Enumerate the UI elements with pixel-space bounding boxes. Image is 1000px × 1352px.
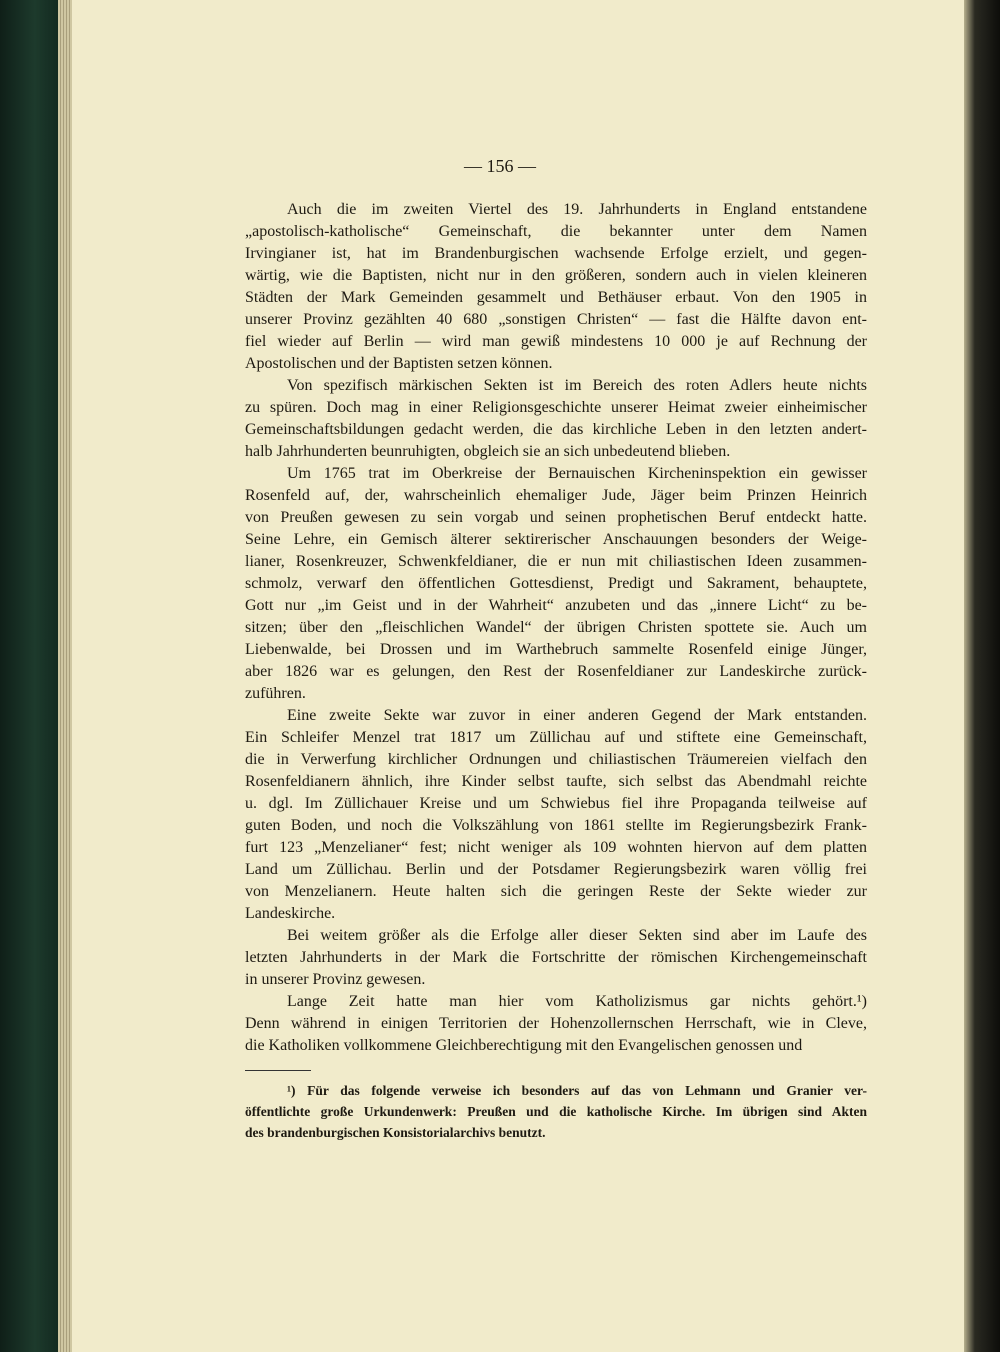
text-line: Von spezifisch märkischen Sekten ist im Bereich des roten Adlers heute nichts: [287, 377, 867, 394]
text-line: Liebenwalde, bei Drossen und im Warthebruch sammelte Rosenfeld einige Jünger,: [245, 641, 867, 658]
paragraph: [245, 199, 867, 375]
text-line: die Katholiken vollkommene Gleichberechtigung mit den Evangelischen genossen und: [245, 1037, 803, 1054]
text-line: Gemeinschaftsbildungen gedacht werden, die das kirchliche Leben in den letzten andert-: [245, 421, 867, 438]
paragraph: [245, 463, 867, 705]
text-line: Rosenfeld auf, der, wahrscheinlich ehemaliger Jude, Jäger beim Prinzen Heinrich: [245, 487, 867, 504]
footnote-rule: [245, 1070, 311, 1071]
text-line: Apostolischen und der Baptisten setzen können.: [245, 355, 553, 372]
text-line: aber 1826 war es gelungen, den Rest der Rosenfeldianer zur Landeskirche zurück-: [245, 663, 867, 680]
text-line: Landeskirche.: [245, 905, 336, 922]
text-line: wärtig, wie die Baptisten, nicht nur in den größeren, sondern auch in vielen kleineren: [245, 267, 867, 284]
text-line: Rosenfeldianern ähnlich, ihre Kinder selbst taufte, sich selbst das Abendmahl reichte: [245, 773, 867, 790]
text-line: zuführen.: [245, 685, 306, 702]
text-line: Ein Schleifer Menzel trat 1817 um Züllichau auf und stiftete eine Gemeinschaft,: [245, 729, 867, 746]
text-line: Auch die im zweiten Viertel des 19. Jahrhunderts in England entstandene: [287, 201, 867, 218]
text-line: lianer, Rosenkreuzer, Schwenkfeldianer, die er nun mit chiliastischen Ideen zusammen-: [245, 553, 867, 570]
body-text: [245, 199, 867, 1057]
text-line: halb Jahrhunderten beunruhigten, obgleich sie an sich unbedeutend blieben.: [245, 443, 731, 460]
paragraph: [245, 705, 867, 925]
text-line: schmolz, verwarf den öffentlichen Gottesdienst, Predigt und Sakrament, behauptete,: [245, 575, 867, 592]
page-number: — 156 —: [464, 156, 536, 176]
text-line: Gott nur „im Geist und in der Wahrheit“ anzubeten und das „innere Licht“ zu be-: [245, 597, 867, 614]
paragraph: [245, 375, 867, 463]
footnote-line: öffentlichte große Urkundenwerk: Preußen und die katholische Kirche. Im übrigen sind Akten: [245, 1104, 867, 1119]
text-line: fiel wieder auf Berlin — wird man gewiß mindestens 10 000 je auf Rechnung der: [245, 333, 867, 350]
text-line: Lange Zeit hatte man hier vom Katholizismus gar nichts gehört.¹): [287, 993, 867, 1010]
text-line: Eine zweite Sekte war zuvor in einer anderen Gegend der Mark entstanden.: [287, 707, 867, 724]
text-line: sitzen; über den „fleischlichen Wandel“ der übrigen Christen spottete sie. Auch um: [245, 619, 867, 636]
text-line: unserer Provinz gezählten 40 680 „sonstigen Christen“ — fast die Hälfte davon ent-: [245, 311, 867, 328]
text-line: u. dgl. Im Züllichauer Kreise und um Schwiebus fiel ihre Propaganda teilweise auf: [245, 795, 867, 812]
text-line: Land um Züllichau. Berlin und der Potsdamer Regierungsbezirk waren völlig frei: [245, 861, 867, 878]
right-page-edge: [964, 0, 1000, 1352]
page-edges: [58, 0, 72, 1352]
footnote-line: des brandenburgischen Konsistorialarchivs benutzt.: [245, 1125, 546, 1140]
text-line: furt 123 „Menzelianer“ fest; nicht weniger als 109 wohnten hiervon auf dem platten: [245, 839, 867, 856]
paragraph: [245, 925, 867, 991]
text-line: in unserer Provinz gewesen.: [245, 971, 426, 988]
text-line: Um 1765 trat im Oberkreise der Bernauischen Kircheninspektion ein gewisser: [287, 465, 867, 482]
text-line: von Preußen gewesen zu sein vorgab und seinen prophetischen Beruf entdeckt hatte.: [245, 509, 867, 526]
text-line: zu spüren. Doch mag in einer Religionsgeschichte unserer Heimat zweier einheimischer: [245, 399, 867, 416]
book-binding: [0, 0, 58, 1352]
text-line: „apostolisch-katholische“ Gemeinschaft, die bekannter unter dem Namen: [245, 223, 867, 240]
text-line: Denn während in einigen Territorien der Hohenzollernschen Herrschaft, wie in Cleve,: [245, 1015, 867, 1032]
text-line: Irvingianer ist, hat im Brandenburgischen wachsende Erfolge erzielt, und gegen-: [245, 245, 867, 262]
text-line: von Menzelianern. Heute halten sich die geringen Reste der Sekte wieder zur: [245, 883, 867, 900]
text-line: Bei weitem größer als die Erfolge aller dieser Sekten sind aber im Laufe des: [287, 927, 867, 944]
text-line: guten Boden, und noch die Volkszählung von 1861 stellte im Regierungsbezirk Frank-: [245, 817, 867, 834]
text-line: letzten Jahrhunderts in der Mark die Fortschritte der römischen Kirchengemeinschaft: [245, 949, 867, 966]
text-line: Seine Lehre, ein Gemisch älterer sektirerischer Anschauungen besonders der Weige-: [245, 531, 867, 548]
text-line: Städten der Mark Gemeinden gesammelt und Bethäuser erbaut. Von den 1905 in: [245, 289, 867, 306]
text-line: die in Verwerfung kirchlicher Ordnungen und chiliastischen Träumereien vielfach den: [245, 751, 867, 768]
footnote-line: ¹) Für das folgende verweise ich besonders auf das von Lehmann und Granier ver-: [287, 1083, 867, 1098]
footnote: [245, 1080, 867, 1143]
paragraph: [245, 991, 867, 1057]
